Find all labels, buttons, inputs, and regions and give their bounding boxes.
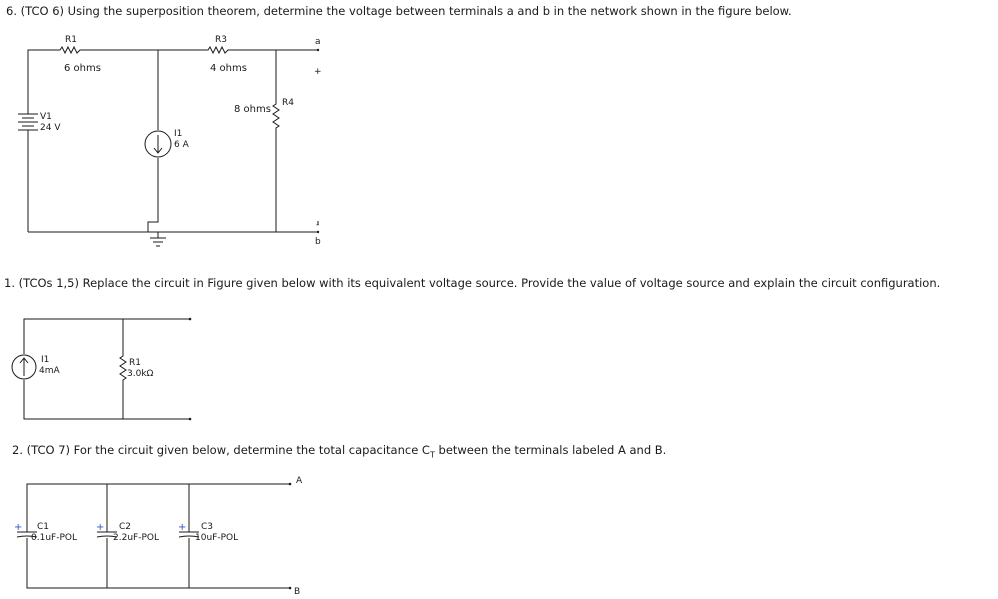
c3-c1-plus: + [14,522,23,533]
question-2-suffix: between the terminals labeled A and B. [434,443,667,457]
c3-c3-plus: + [178,522,187,533]
c3-c2-name: C2 [119,522,132,532]
question-6-text: 6. (TCO 6) Using the superposition theorem, determine the voltage between terminals a and b in the network shown in the figure below. [6,4,792,18]
ground-icon [150,232,166,246]
c1-source-branch [148,50,158,232]
c2-top-terminal-dot [189,318,192,321]
c2-r1-name: R1 [129,358,141,368]
c3-c3-name: C3 [201,522,214,532]
c1-top-wire [28,47,318,53]
c3-terminal-a-label: A [296,476,303,486]
arrow-down-icon [154,135,162,153]
question-2-prefix: 2. (TCO 7) For the circuit given below, determine the total capacitance C [12,443,430,457]
c1-terminal-plus-label: + [314,67,322,77]
c1-v1-value: 24 V [40,123,61,133]
c1-r1-value: 6 ohms [64,63,101,74]
c3-terminal-b-dot [289,587,292,590]
c1-i1-name: I1 [174,129,183,139]
c1-i1-value: 6 A [174,140,189,150]
c1-r4-branch [273,50,279,232]
c3-terminal-a-dot [289,483,292,486]
battery-icon [18,114,38,130]
circuit-2 [12,318,191,421]
c3-terminal-b-label: B [294,587,301,597]
c2-i1-value: 4mA [39,366,60,376]
circuit-1 [18,35,322,247]
c2-r1-value: 3.0kΩ [127,369,154,379]
c1-terminal-a-label: a [315,37,321,47]
c1-r4-value: 8 ohms [234,104,271,115]
c3-c2-value: 2.2uF-POL [113,533,159,543]
c1-terminal-a-dot [317,49,319,51]
c1-terminal-b-dot [317,231,319,233]
c2-bottom-terminal-dot [189,418,192,421]
question-1-text: 1. (TCOs 1,5) Replace the circuit in Figure given below with its equivalent voltage source. Provide the value of voltage source and explain the circuit configuration. [4,276,941,290]
c3-c1-name: C1 [37,522,50,532]
c1-r1-name: R1 [65,35,77,45]
c3-c1-value: 0.1uF-POL [31,533,77,543]
c1-terminal-minus-label: - [316,220,320,230]
question-2-subscript: T [429,450,435,460]
c1-r3-value: 4 ohms [210,63,247,74]
arrow-up-icon [20,358,28,376]
c3-c2-plus: + [96,522,105,533]
c1-r3-name: R3 [215,35,227,45]
c1-r4-name: R4 [282,98,294,108]
c1-v1-name: V1 [40,112,52,122]
c3-c3-value: 10uF-POL [195,533,239,543]
circuit-3 [14,476,303,597]
c2-i1-name: I1 [41,355,50,365]
c1-terminal-b-label: b [315,237,321,247]
